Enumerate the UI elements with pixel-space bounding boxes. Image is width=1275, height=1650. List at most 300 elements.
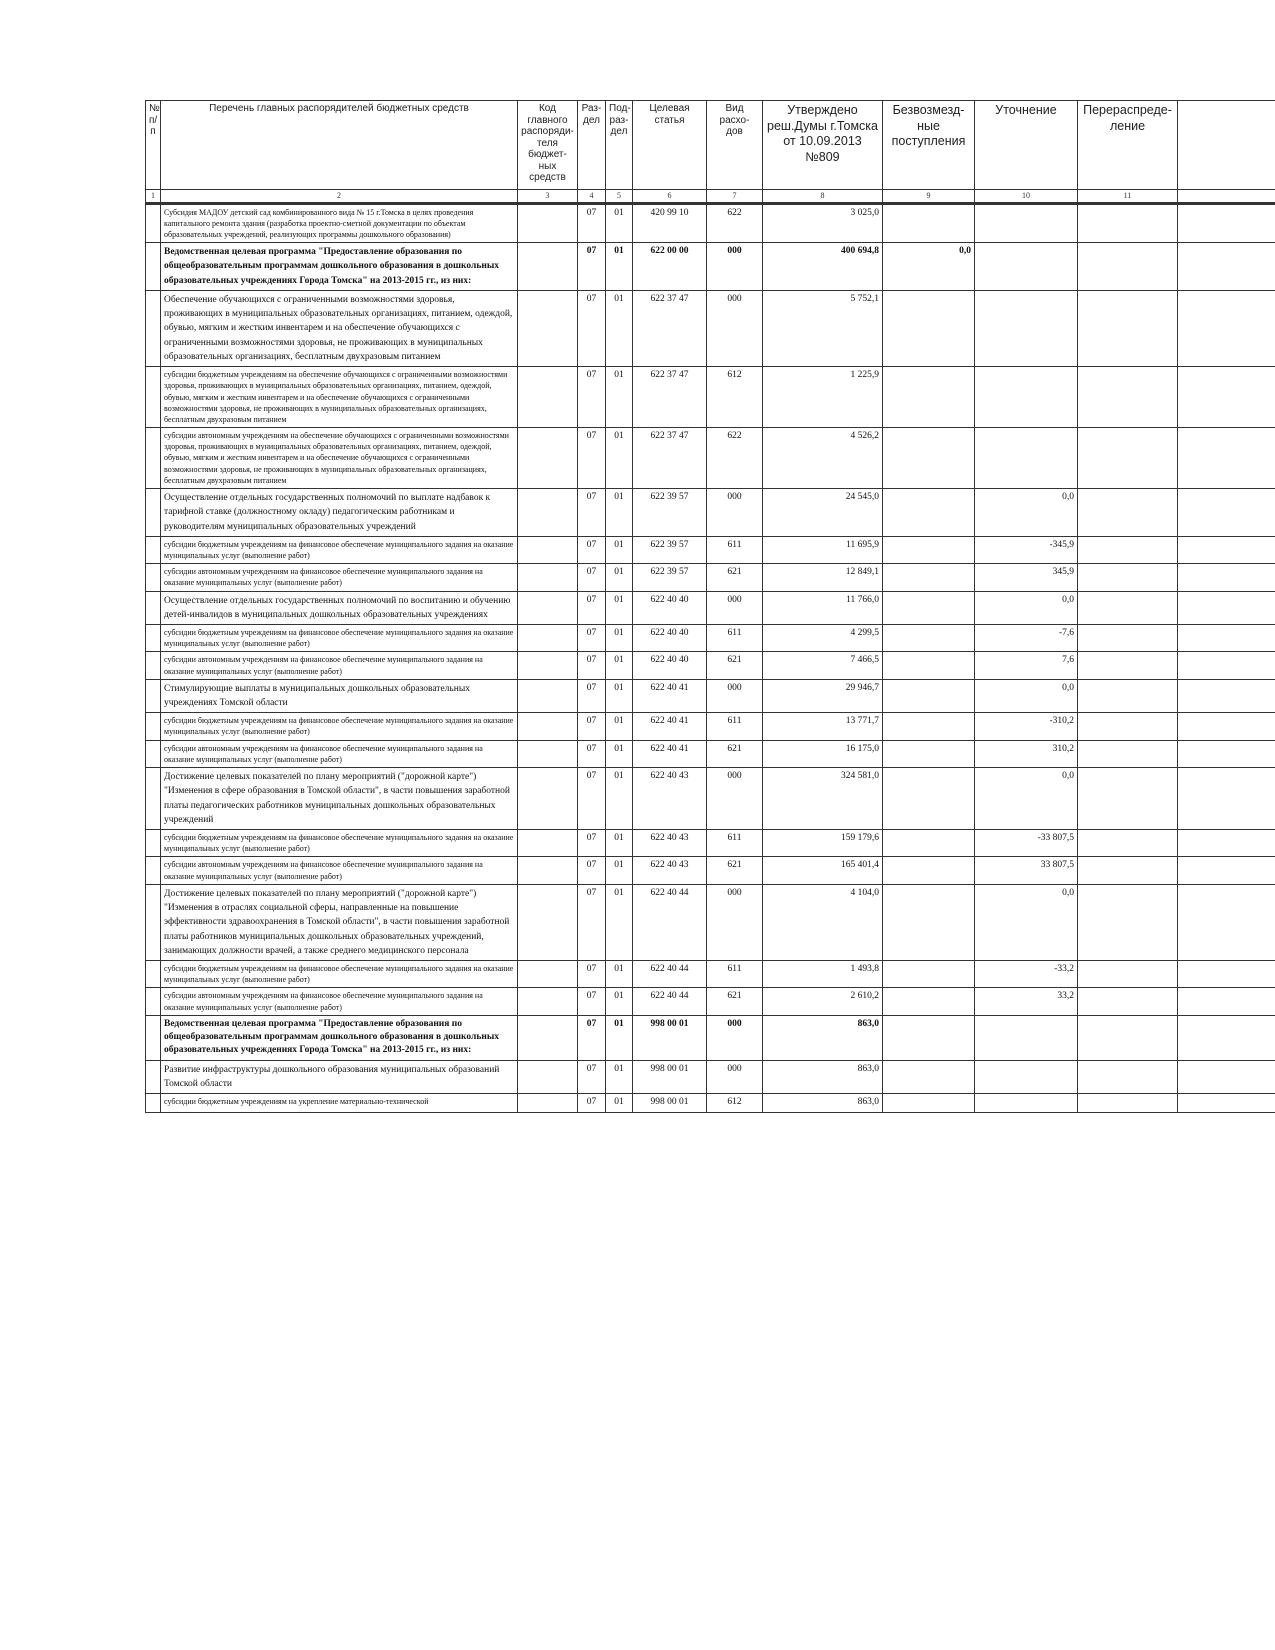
- row-approved-cell: 12 849,1: [763, 564, 883, 591]
- row-vid-cell: 000: [707, 591, 763, 625]
- row-code-cell: [518, 884, 578, 960]
- row-vid-cell: 621: [707, 988, 763, 1015]
- row-extra-cell: [1178, 290, 1275, 366]
- row-target-cell: 622 40 41: [633, 679, 707, 713]
- row-redistrib-cell: [1078, 203, 1178, 243]
- row-num-cell: [146, 489, 161, 537]
- row-approved-cell: 5 752,1: [763, 290, 883, 366]
- row-razdel-cell: 07: [578, 243, 606, 291]
- table-row: [146, 367, 1275, 428]
- row-code-cell: [518, 290, 578, 366]
- row-num-cell: [146, 988, 161, 1015]
- row-approved-cell: 16 175,0: [763, 740, 883, 767]
- row-target-cell: 622 40 41: [633, 740, 707, 767]
- row-podrazdel-cell: 01: [606, 768, 633, 830]
- row-redistrib-cell: [1078, 591, 1178, 625]
- row-podrazdel-cell: 01: [606, 679, 633, 713]
- row-clarify-cell: [975, 203, 1078, 243]
- row-vid-cell: 611: [707, 830, 763, 857]
- row-podrazdel-cell: 01: [606, 961, 633, 988]
- row-code-cell: [518, 740, 578, 767]
- row-clarify-cell: 345,9: [975, 564, 1078, 591]
- row-extra-cell: [1178, 857, 1275, 884]
- row-extra-cell: [1178, 679, 1275, 713]
- row-podrazdel-cell: 01: [606, 625, 633, 652]
- row-vid-cell: 621: [707, 564, 763, 591]
- row-extra-cell: [1178, 489, 1275, 537]
- row-num-cell: [146, 243, 161, 291]
- row-num-cell: [146, 367, 161, 428]
- row-extra-cell: [1178, 740, 1275, 767]
- table-body: [146, 203, 1275, 1112]
- col-number: 2: [161, 190, 518, 204]
- row-free-cell: [883, 591, 975, 625]
- row-free-cell: [883, 830, 975, 857]
- row-redistrib-cell: [1078, 625, 1178, 652]
- row-redistrib-cell: [1078, 857, 1178, 884]
- row-code-cell: [518, 625, 578, 652]
- row-podrazdel-cell: 01: [606, 1094, 633, 1113]
- row-free-cell: [883, 367, 975, 428]
- row-target-cell: 622 40 40: [633, 625, 707, 652]
- table-row: [146, 884, 1275, 960]
- row-redistrib-cell: [1078, 1015, 1178, 1060]
- row-name-cell: Обеспечение обучающихся с ограниченными возможностями здоровья, проживающих в муниципальных образовательных организациях, питанием, одеждой, обувью, мягким и жестким инвентарем и на обеспечение обучающихся с ограниченными возможностями здоровья, не проживающих в муниципальных образовательных организациях, бесплатным двухразовым питанием: [161, 290, 518, 366]
- row-name-cell: субсидии бюджетным учреждениям на финансовое обеспечение муниципального задания на оказание муниципальных услуг (выполнение работ): [161, 830, 518, 857]
- row-podrazdel-cell: 01: [606, 713, 633, 740]
- row-target-cell: 622 37 47: [633, 290, 707, 366]
- table-row: [146, 428, 1275, 489]
- row-free-cell: [883, 679, 975, 713]
- row-podrazdel-cell: 01: [606, 536, 633, 563]
- row-num-cell: [146, 564, 161, 591]
- row-num-cell: [146, 1060, 161, 1094]
- row-approved-cell: 863,0: [763, 1015, 883, 1060]
- row-razdel-cell: 07: [578, 961, 606, 988]
- row-vid-cell: 000: [707, 884, 763, 960]
- row-free-cell: [883, 988, 975, 1015]
- row-vid-cell: 622: [707, 428, 763, 489]
- row-target-cell: 622 40 43: [633, 857, 707, 884]
- row-razdel-cell: 07: [578, 489, 606, 537]
- row-free-cell: [883, 489, 975, 537]
- table-row: [146, 988, 1275, 1015]
- row-free-cell: [883, 428, 975, 489]
- row-target-cell: 622 40 40: [633, 591, 707, 625]
- row-approved-cell: 863,0: [763, 1060, 883, 1094]
- row-podrazdel-cell: 01: [606, 884, 633, 960]
- header-target: Целевая статья: [633, 101, 707, 190]
- table-row: [146, 679, 1275, 713]
- row-redistrib-cell: [1078, 367, 1178, 428]
- row-code-cell: [518, 988, 578, 1015]
- col-number: 8: [763, 190, 883, 204]
- row-clarify-cell: [975, 1015, 1078, 1060]
- row-clarify-cell: 310,2: [975, 740, 1078, 767]
- table-row: [146, 713, 1275, 740]
- row-num-cell: [146, 713, 161, 740]
- row-approved-cell: 29 946,7: [763, 679, 883, 713]
- row-code-cell: [518, 830, 578, 857]
- header-clarify: Уточнение: [975, 101, 1078, 190]
- table-row: [146, 740, 1275, 767]
- row-clarify-cell: [975, 243, 1078, 291]
- row-redistrib-cell: [1078, 489, 1178, 537]
- row-target-cell: 622 40 43: [633, 768, 707, 830]
- table-row: [146, 536, 1275, 563]
- row-redistrib-cell: [1078, 536, 1178, 563]
- row-code-cell: [518, 564, 578, 591]
- row-name-cell: Достижение целевых показателей по плану мероприятий ("дорожной карте") "Изменения в отраслях социальной сферы, направленные на повышение эффективности здравоохранения в Томской области", в части повышения заработной платы работников муниципальных дошкольных образовательных учреждений, занимающих должности врачей, а также среднего медицинского персонала: [161, 884, 518, 960]
- row-redistrib-cell: [1078, 1060, 1178, 1094]
- row-redistrib-cell: [1078, 428, 1178, 489]
- row-target-cell: 998 00 01: [633, 1060, 707, 1094]
- row-code-cell: [518, 961, 578, 988]
- row-razdel-cell: 07: [578, 713, 606, 740]
- col-number: 11: [1078, 190, 1178, 204]
- document-page: [145, 100, 1275, 1113]
- row-redistrib-cell: [1078, 988, 1178, 1015]
- row-redistrib-cell: [1078, 290, 1178, 366]
- row-num-cell: [146, 625, 161, 652]
- row-podrazdel-cell: 01: [606, 1060, 633, 1094]
- row-free-cell: [883, 884, 975, 960]
- row-clarify-cell: 33 807,5: [975, 857, 1078, 884]
- row-approved-cell: 3 025,0: [763, 203, 883, 243]
- row-podrazdel-cell: 01: [606, 290, 633, 366]
- row-code-cell: [518, 768, 578, 830]
- row-approved-cell: 159 179,6: [763, 830, 883, 857]
- row-num-cell: [146, 591, 161, 625]
- row-code-cell: [518, 1060, 578, 1094]
- row-approved-cell: 13 771,7: [763, 713, 883, 740]
- table-row: [146, 830, 1275, 857]
- row-name-cell: субсидии бюджетным учреждениям на финансовое обеспечение муниципального задания на оказание муниципальных услуг (выполнение работ): [161, 536, 518, 563]
- row-name-cell: Осуществление отдельных государственных полномочий по воспитанию и обучению детей-инвалидов в муниципальных дошкольных образовательных учреждениях: [161, 591, 518, 625]
- row-num-cell: [146, 652, 161, 679]
- row-code-cell: [518, 428, 578, 489]
- row-clarify-cell: 0,0: [975, 679, 1078, 713]
- row-razdel-cell: 07: [578, 857, 606, 884]
- row-clarify-cell: -7,6: [975, 625, 1078, 652]
- row-razdel-cell: 07: [578, 1015, 606, 1060]
- row-razdel-cell: 07: [578, 1060, 606, 1094]
- header-row: [146, 101, 1275, 190]
- row-name-cell: субсидии бюджетным учреждениям на финансовое обеспечение муниципального задания на оказание муниципальных услуг (выполнение работ): [161, 625, 518, 652]
- row-podrazdel-cell: 01: [606, 1015, 633, 1060]
- row-podrazdel-cell: 01: [606, 988, 633, 1015]
- row-name-cell: субсидии автономным учреждениям на обеспечение обучающихся с ограниченными возможностями здоровья, проживающих в муниципальных образовательных организациях, питанием, одеждой, обувью, мягким и жестким инвентарем и на обеспечение обучающихся с ограниченными возможностями здоровья, не проживающих в муниципальных образовательных организациях, бесплатным двухразовым питанием: [161, 428, 518, 489]
- row-clarify-cell: 7,6: [975, 652, 1078, 679]
- row-free-cell: [883, 768, 975, 830]
- row-extra-cell: [1178, 961, 1275, 988]
- header-extra: [1178, 101, 1275, 190]
- row-code-cell: [518, 489, 578, 537]
- row-razdel-cell: 07: [578, 1094, 606, 1113]
- row-free-cell: [883, 564, 975, 591]
- row-vid-cell: 621: [707, 740, 763, 767]
- table-row: [146, 652, 1275, 679]
- row-clarify-cell: -345,9: [975, 536, 1078, 563]
- row-extra-cell: [1178, 652, 1275, 679]
- row-name-cell: Стимулирующие выплаты в муниципальных дошкольных образовательных учреждениях Томской области: [161, 679, 518, 713]
- row-clarify-cell: 0,0: [975, 591, 1078, 625]
- row-razdel-cell: 07: [578, 367, 606, 428]
- row-clarify-cell: [975, 1060, 1078, 1094]
- header-approved: Утверждено реш.Думы г.Томска от 10.09.2013 №809: [763, 101, 883, 190]
- row-code-cell: [518, 679, 578, 713]
- row-target-cell: 622 37 47: [633, 367, 707, 428]
- row-redistrib-cell: [1078, 884, 1178, 960]
- table-row: [146, 625, 1275, 652]
- row-name-cell: субсидии автономным учреждениям на финансовое обеспечение муниципального задания на оказание муниципальных услуг (выполнение работ): [161, 857, 518, 884]
- table-row: [146, 203, 1275, 243]
- row-razdel-cell: 07: [578, 591, 606, 625]
- row-clarify-cell: [975, 428, 1078, 489]
- row-extra-cell: [1178, 625, 1275, 652]
- col-number: 3: [518, 190, 578, 204]
- row-clarify-cell: 0,0: [975, 768, 1078, 830]
- row-free-cell: [883, 625, 975, 652]
- row-extra-cell: [1178, 243, 1275, 291]
- row-vid-cell: 611: [707, 625, 763, 652]
- row-num-cell: [146, 536, 161, 563]
- header-free: Безвозмезд- ные поступления: [883, 101, 975, 190]
- row-free-cell: [883, 961, 975, 988]
- row-target-cell: 420 99 10: [633, 203, 707, 243]
- row-extra-cell: [1178, 1015, 1275, 1060]
- row-target-cell: 622 40 44: [633, 988, 707, 1015]
- row-extra-cell: [1178, 713, 1275, 740]
- row-free-cell: [883, 857, 975, 884]
- row-code-cell: [518, 652, 578, 679]
- table-row: [146, 489, 1275, 537]
- row-target-cell: 622 37 47: [633, 428, 707, 489]
- row-podrazdel-cell: 01: [606, 489, 633, 537]
- row-free-cell: [883, 536, 975, 563]
- row-approved-cell: 11 695,9: [763, 536, 883, 563]
- row-vid-cell: 000: [707, 243, 763, 291]
- row-num-cell: [146, 830, 161, 857]
- row-approved-cell: 1 225,9: [763, 367, 883, 428]
- row-target-cell: 622 40 44: [633, 961, 707, 988]
- row-extra-cell: [1178, 988, 1275, 1015]
- row-name-cell: Ведомственная целевая программа "Предоставление образования по общеобразовательным программам дошкольного образования в дошкольных образовательных учреждениях Города Томска" на 2013-2015 гг., из них:: [161, 1015, 518, 1060]
- row-code-cell: [518, 1094, 578, 1113]
- row-approved-cell: 2 610,2: [763, 988, 883, 1015]
- row-extra-cell: [1178, 367, 1275, 428]
- table-row: [146, 591, 1275, 625]
- row-podrazdel-cell: 01: [606, 367, 633, 428]
- row-name-cell: субсидии автономным учреждениям на финансовое обеспечение муниципального задания на оказание муниципальных услуг (выполнение работ): [161, 988, 518, 1015]
- row-razdel-cell: 07: [578, 679, 606, 713]
- col-number: 5: [606, 190, 633, 204]
- row-num-cell: [146, 1094, 161, 1113]
- column-numbers-row: [146, 190, 1275, 204]
- row-vid-cell: 611: [707, 713, 763, 740]
- row-razdel-cell: 07: [578, 830, 606, 857]
- row-razdel-cell: 07: [578, 290, 606, 366]
- col-number: 6: [633, 190, 707, 204]
- table-row: [146, 243, 1275, 291]
- row-razdel-cell: 07: [578, 564, 606, 591]
- header-vid: Вид расхо- дов: [707, 101, 763, 190]
- row-target-cell: 998 00 01: [633, 1094, 707, 1113]
- row-name-cell: субсидии бюджетным учреждениям на укрепление материально-технической: [161, 1094, 518, 1113]
- row-extra-cell: [1178, 591, 1275, 625]
- row-vid-cell: 621: [707, 857, 763, 884]
- row-approved-cell: 1 493,8: [763, 961, 883, 988]
- col-number: 10: [975, 190, 1078, 204]
- row-code-cell: [518, 857, 578, 884]
- row-free-cell: [883, 1015, 975, 1060]
- row-clarify-cell: -33 807,5: [975, 830, 1078, 857]
- row-podrazdel-cell: 01: [606, 652, 633, 679]
- row-code-cell: [518, 243, 578, 291]
- table-row: [146, 1060, 1275, 1094]
- row-num-cell: [146, 884, 161, 960]
- row-num-cell: [146, 428, 161, 489]
- row-podrazdel-cell: 01: [606, 857, 633, 884]
- row-podrazdel-cell: 01: [606, 591, 633, 625]
- row-approved-cell: 4 104,0: [763, 884, 883, 960]
- row-free-cell: [883, 1060, 975, 1094]
- table-row: [146, 1015, 1275, 1060]
- row-free-cell: 0,0: [883, 243, 975, 291]
- row-target-cell: 622 39 57: [633, 536, 707, 563]
- row-target-cell: 622 40 41: [633, 713, 707, 740]
- row-name-cell: субсидии бюджетным учреждениям на финансовое обеспечение муниципального задания на оказание муниципальных услуг (выполнение работ): [161, 961, 518, 988]
- row-approved-cell: 400 694,8: [763, 243, 883, 291]
- row-free-cell: [883, 1094, 975, 1113]
- row-vid-cell: 000: [707, 1015, 763, 1060]
- row-vid-cell: 611: [707, 961, 763, 988]
- table-row: [146, 768, 1275, 830]
- header-num: № п/п: [146, 101, 161, 190]
- row-vid-cell: 000: [707, 290, 763, 366]
- col-number: 9: [883, 190, 975, 204]
- row-code-cell: [518, 1015, 578, 1060]
- row-extra-cell: [1178, 1060, 1275, 1094]
- row-razdel-cell: 07: [578, 536, 606, 563]
- row-name-cell: Развитие инфраструктуры дошкольного образования муниципальных образований Томской области: [161, 1060, 518, 1094]
- row-extra-cell: [1178, 768, 1275, 830]
- row-target-cell: 622 39 57: [633, 489, 707, 537]
- table-row: [146, 290, 1275, 366]
- row-target-cell: 622 40 40: [633, 652, 707, 679]
- row-approved-cell: 165 401,4: [763, 857, 883, 884]
- row-name-cell: Достижение целевых показателей по плану мероприятий ("дорожной карте") "Изменения в сфере образования в Томской области", в части повышения заработной платы педагогических работников муниципальных дошкольных образовательных учреждений: [161, 768, 518, 830]
- row-num-cell: [146, 740, 161, 767]
- row-vid-cell: 000: [707, 489, 763, 537]
- row-redistrib-cell: [1078, 679, 1178, 713]
- row-razdel-cell: 07: [578, 768, 606, 830]
- table-row: [146, 1094, 1275, 1113]
- row-vid-cell: 000: [707, 768, 763, 830]
- row-num-cell: [146, 290, 161, 366]
- row-razdel-cell: 07: [578, 988, 606, 1015]
- row-podrazdel-cell: 01: [606, 243, 633, 291]
- header-list: Перечень главных распорядителей бюджетных средств: [161, 101, 518, 190]
- row-free-cell: [883, 740, 975, 767]
- row-podrazdel-cell: 01: [606, 830, 633, 857]
- row-approved-cell: 324 581,0: [763, 768, 883, 830]
- row-razdel-cell: 07: [578, 652, 606, 679]
- row-name-cell: субсидии автономным учреждениям на финансовое обеспечение муниципального задания на оказание муниципальных услуг (выполнение работ): [161, 564, 518, 591]
- row-extra-cell: [1178, 203, 1275, 243]
- row-num-cell: [146, 679, 161, 713]
- row-free-cell: [883, 713, 975, 740]
- header-podrazdel: Под- раз- дел: [606, 101, 633, 190]
- row-approved-cell: 4 299,5: [763, 625, 883, 652]
- row-extra-cell: [1178, 428, 1275, 489]
- row-redistrib-cell: [1078, 961, 1178, 988]
- row-redistrib-cell: [1078, 830, 1178, 857]
- header-razdel: Раз- дел: [578, 101, 606, 190]
- row-podrazdel-cell: 01: [606, 428, 633, 489]
- row-name-cell: Ведомственная целевая программа "Предоставление образования по общеобразовательным программам дошкольного образования в дошкольных образовательных учреждениях Города Томска" на 2013-2015 гг., из них:: [161, 243, 518, 291]
- row-redistrib-cell: [1078, 768, 1178, 830]
- row-clarify-cell: 0,0: [975, 489, 1078, 537]
- row-extra-cell: [1178, 564, 1275, 591]
- row-name-cell: субсидии бюджетным учреждениям на финансовое обеспечение муниципального задания на оказание муниципальных услуг (выполнение работ): [161, 713, 518, 740]
- row-extra-cell: [1178, 830, 1275, 857]
- row-razdel-cell: 07: [578, 884, 606, 960]
- row-approved-cell: 24 545,0: [763, 489, 883, 537]
- row-num-cell: [146, 203, 161, 243]
- row-podrazdel-cell: 01: [606, 740, 633, 767]
- row-num-cell: [146, 768, 161, 830]
- table-row: [146, 564, 1275, 591]
- row-name-cell: Субсидия МАДОУ детский сад комбинированного вида № 15 г.Томска в целях проведения капитального ремонта здания (разработка проектно-сметной документации по объектам образовательных учреждений, реализующих программы дошкольного образования): [161, 203, 518, 243]
- budget-table: [145, 100, 1275, 1113]
- row-code-cell: [518, 536, 578, 563]
- col-number: 1: [146, 190, 161, 204]
- row-vid-cell: 611: [707, 536, 763, 563]
- col-number: 4: [578, 190, 606, 204]
- table-row: [146, 961, 1275, 988]
- row-clarify-cell: -310,2: [975, 713, 1078, 740]
- table-row: [146, 857, 1275, 884]
- row-vid-cell: 000: [707, 679, 763, 713]
- row-name-cell: субсидии автономным учреждениям на финансовое обеспечение муниципального задания на оказание муниципальных услуг (выполнение работ): [161, 652, 518, 679]
- row-clarify-cell: 0,0: [975, 884, 1078, 960]
- row-name-cell: субсидии автономным учреждениям на финансовое обеспечение муниципального задания на оказание муниципальных услуг (выполнение работ): [161, 740, 518, 767]
- col-number: 7: [707, 190, 763, 204]
- row-podrazdel-cell: 01: [606, 564, 633, 591]
- row-name-cell: субсидии бюджетным учреждениям на обеспечение обучающихся с ограниченными возможностями здоровья, проживающих в муниципальных образовательных организациях, питанием, одеждой, обувью, мягким и жестким инвентарем и на обеспечение обучающихся с ограниченными возможностями здоровья, не проживающих в муниципальных образовательных организациях, бесплатным двухразовым питанием: [161, 367, 518, 428]
- row-redistrib-cell: [1078, 652, 1178, 679]
- row-clarify-cell: [975, 290, 1078, 366]
- row-free-cell: [883, 203, 975, 243]
- row-clarify-cell: [975, 1094, 1078, 1113]
- row-target-cell: 622 40 44: [633, 884, 707, 960]
- row-clarify-cell: 33,2: [975, 988, 1078, 1015]
- header-redistrib: Перераспреде- ление: [1078, 101, 1178, 190]
- row-vid-cell: 622: [707, 203, 763, 243]
- row-vid-cell: 612: [707, 1094, 763, 1113]
- row-clarify-cell: -33,2: [975, 961, 1078, 988]
- row-free-cell: [883, 290, 975, 366]
- row-vid-cell: 000: [707, 1060, 763, 1094]
- row-razdel-cell: 07: [578, 740, 606, 767]
- row-name-cell: Осуществление отдельных государственных полномочий по выплате надбавок к тарифной ставке (должностному окладу) педагогическим работникам и руководителям муниципальных образовательных учреждений: [161, 489, 518, 537]
- row-num-cell: [146, 857, 161, 884]
- row-approved-cell: 863,0: [763, 1094, 883, 1113]
- row-target-cell: 622 40 43: [633, 830, 707, 857]
- row-approved-cell: 7 466,5: [763, 652, 883, 679]
- row-approved-cell: 4 526,2: [763, 428, 883, 489]
